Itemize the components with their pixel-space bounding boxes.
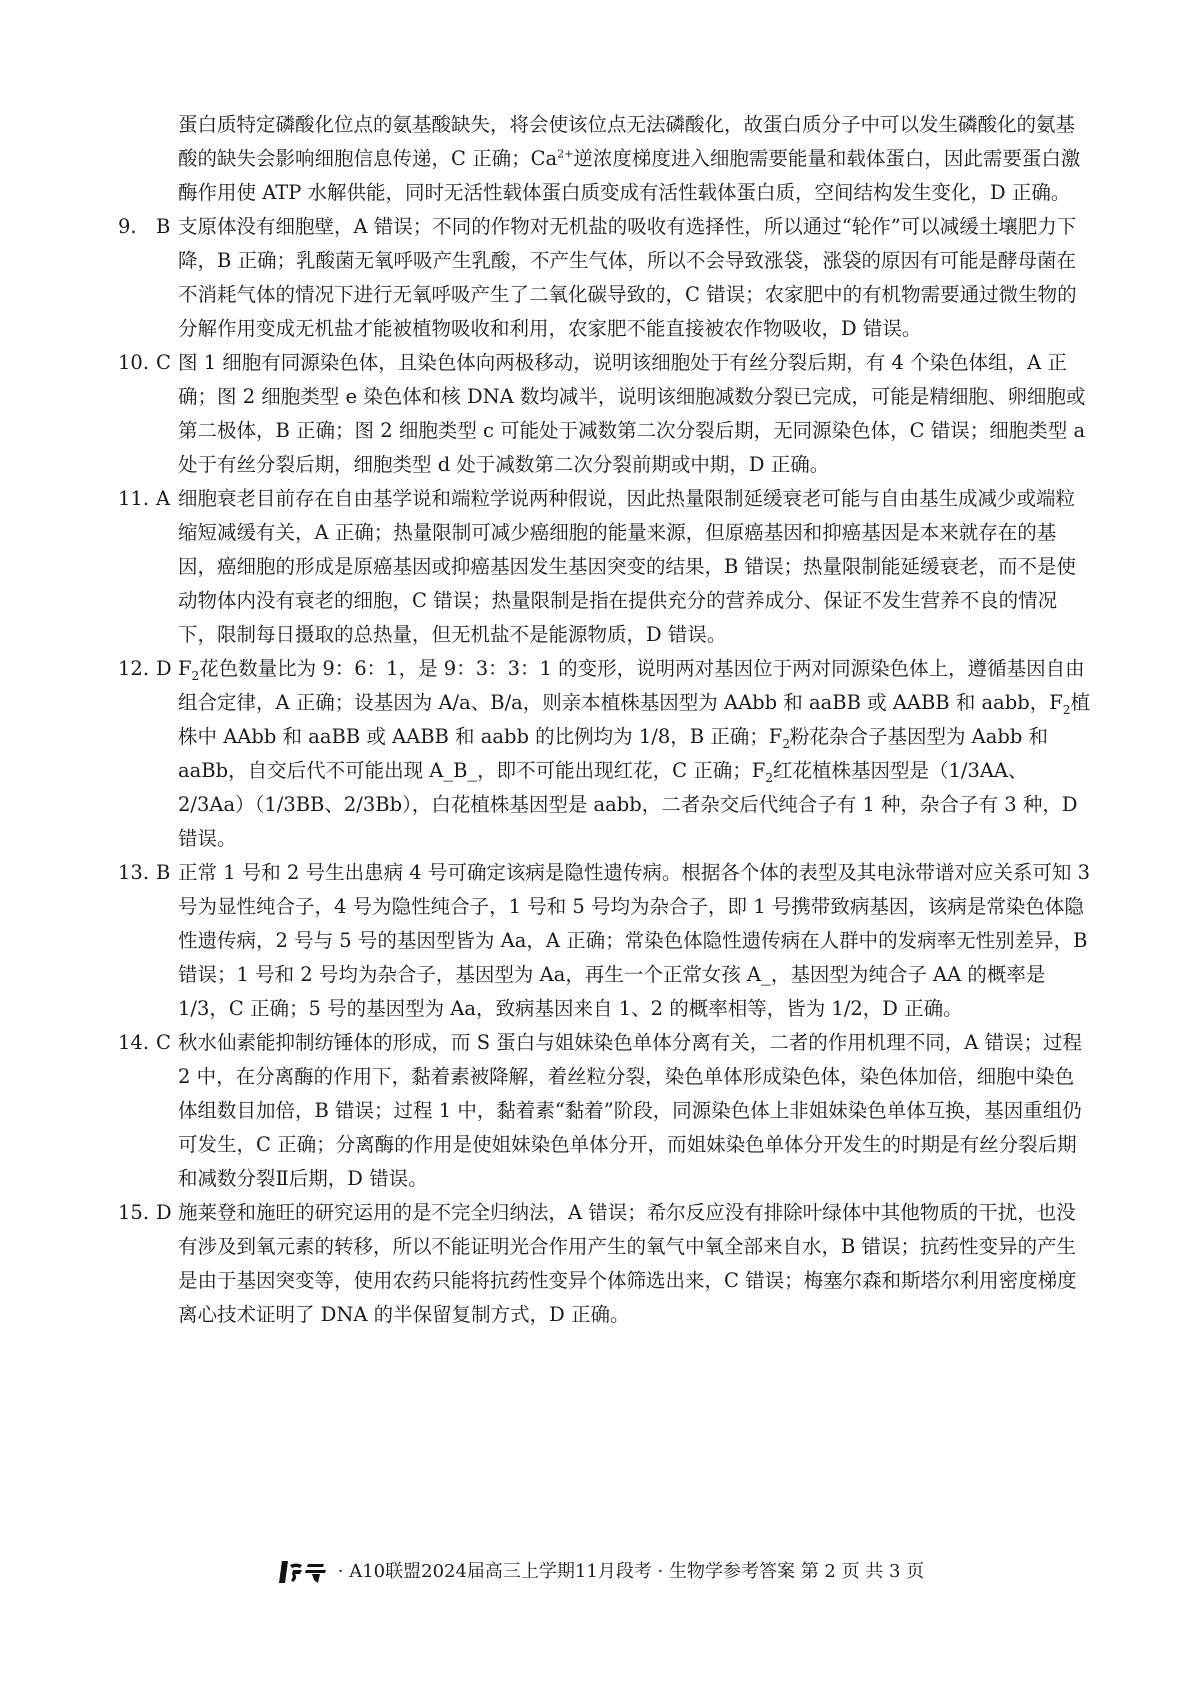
subscript-4: 2 xyxy=(765,770,773,785)
answer-item-10 xyxy=(118,346,1093,482)
item-number: 12. xyxy=(118,657,150,680)
answer-content xyxy=(118,108,1093,1332)
item-answer: A xyxy=(156,487,171,510)
answer-item-11 xyxy=(118,482,1093,652)
intro-text-part1: 蛋白质特定磷酸化位点的氨基酸缺失，将会使该位点无法磷酸化，故蛋白质分子中可以发生磷酸化的氨基酸的缺失会影响细胞信息传递，C 正确；Ca xyxy=(178,113,1076,170)
item-explanation: 细胞衰老目前存在自由基学说和端粒学说两种假说，因此热量限制延缓衰老可能与自由基生成减少或端粒缩短减缓有关，A 正确；热量限制可减少癌细胞的能量来源，但原癌基因和抑癌基因是本来就存在的基因，癌细胞的形成是原癌基因或抑癌基因发生基因突变的结果，B 错误；热量限制能延缓衰老，而不是使动物体内没有衰老的细胞，C 错误；热量限制是指在提供充分的营养成分、保证不发生营养不良的情况下，限制每日摄取的总热量，但无机盐不是能源物质，D 错误。 xyxy=(178,487,1077,646)
explanation-seg-2: 花色数量比为 9：6：1，是 9：3：3：1 的变形，说明两对基因位于两对同源染色体上，遵循基因自由组合定律，A 正确；设基因为 A/a、B/a，则亲本植株基因型为 AAbb 和 aaBB 或 AABB 和 aabb，F xyxy=(178,657,1085,714)
explanation-seg-4: 粉花杂合子基因型为 Aabb 和 aaBb，自交后代不可能出现 A_B_，即不可能出现红花，C 正确；F xyxy=(178,725,1049,782)
intro-text-part2: 逆浓度梯度进入细胞需要能量和载体蛋白，因此需要蛋白激酶作用使 ATP 水解供能，同时无活性载体蛋白质变成有活性载体蛋白质，空间结构发生变化，D 正确。 xyxy=(178,147,1081,204)
footer-text: · A10联盟2024届高三上学期11月段考 · 生物学参考答案 第 2 页 共 3 页 xyxy=(337,1561,925,1582)
item-answer: C xyxy=(156,351,171,374)
item-explanation xyxy=(178,657,1090,850)
item-answer: D xyxy=(156,657,172,680)
item-number: 11. xyxy=(118,487,150,510)
explanation-seg-3: 植株中 AAbb 和 aaBB 或 AABB 和 aabb 的比例均为 1/8，B 正确；F xyxy=(178,691,1090,748)
item-explanation: 秋水仙素能抑制纺锤体的形成，而 S 蛋白与姐妹染色单体分离有关，二者的作用机理不同，A 错误；过程 2 中，在分离酶的作用下，黏着素被降解，着丝粒分裂，染色单体形成染色体，染色体加倍，细胞中染色体组数目加倍，B 错误；过程 1 中，黏着素“黏着”阶段，同源染色体上非姐妹染色单体互换，基因重组仍可发生，C 正确；分离酶的作用是使姐妹染色单体分开，而姐妹染色单体分开发生的时期是有丝分裂后期和减数分裂Ⅱ后期，D 错误。 xyxy=(178,1031,1083,1190)
subscript-2: 2 xyxy=(1062,702,1071,717)
item-answer: B xyxy=(156,861,171,884)
explanation-seg-5: 红花植株基因型是（1/3AA、2/3Aa）（1/3BB、2/3Bb），白花植株基因型是 aabb，二者杂交后代纯合子有 1 种，杂合子有 3 种，D 错误。 xyxy=(178,759,1078,850)
subscript-1: 2 xyxy=(191,668,200,683)
item-8-continuation xyxy=(118,108,1093,210)
item-explanation: 正常 1 号和 2 号生出患病 4 号可确定该病是隐性遗传病。根据各个体的表型及其电泳带谱对应关系可知 3 号为显性纯合子，4 号为隐性纯合子，1 号和 5 号均为杂合子，即 1 号携带致病基因，该病是常染色体隐性遗传病，2 号与 5 号的基因型皆为 Aa，A 正确；常染色体隐性遗传病在人群中的发病率无性别差异，B 错误；1 号和 2 号均为杂合子，基因型为 Aa，再生一个正常女孩 A_，基因型为纯合子 AA 的概率是 1/3，C 正确；5 号的基因型为 Aa，致病基因来自 1、2 的概率相等，皆为 1/2，D 正确。 xyxy=(178,861,1091,1020)
item-number: 14. xyxy=(118,1031,150,1054)
brand-logo-icon xyxy=(276,1559,334,1585)
item-explanation: 图 1 细胞有同源染色体，且染色体向两极移动，说明该细胞处于有丝分裂后期，有 4 个染色体组，A 正确；图 2 细胞类型 e 染色体和核 DNA 数均减半，说明该细胞减数分裂已完成，可能是精细胞、卵细胞或第二极体，B 正确；图 2 细胞类型 c 可能处于减数第二次分裂后期，无同源染色体，C 错误；细胞类型 a 处于有丝分裂后期，细胞类型 d 处于减数第二次分裂前期或中期，D 正确。 xyxy=(178,351,1086,476)
item-answer: C xyxy=(156,1031,171,1054)
item-explanation: 施莱登和施旺的研究运用的是不完全归纳法，A 错误；希尔反应没有排除叶绿体中其他物质的干扰，也没有涉及到氧元素的转移，所以不能证明光合作用产生的氧气中氧全部来自水，B 错误；抗药性变异的产生是由于基因突变等，使用农药只能将抗药性变异个体筛选出来，C 错误；梅塞尔森和斯塔尔利用密度梯度离心技术证明了 DNA 的半保留复制方式，D 正确。 xyxy=(178,1201,1077,1326)
calcium-charge: 2+ xyxy=(557,147,574,161)
answer-item-15 xyxy=(118,1196,1093,1332)
item-number: 9. xyxy=(118,215,137,238)
item-answer: D xyxy=(156,1201,172,1224)
item-explanation: 支原体没有细胞壁，A 错误；不同的作物对无机盐的吸收有选择性，所以通过“轮作”可以减缓土壤肥力下降，B 正确；乳酸菌无氧呼吸产生乳酸，不产生气体，所以不会导致涨袋，涨袋的原因有可能是酵母菌在不消耗气体的情况下进行无氧呼吸产生了二氧化碳导致的，C 错误；农家肥中的有机物需要通过微生物的分解作用变成无机盐才能被植物吸收和利用，农家肥不能直接被农作物吸收，D 错误。 xyxy=(178,215,1077,340)
answer-item-9 xyxy=(118,210,1093,346)
item-number: 10. xyxy=(118,351,150,374)
page-footer xyxy=(0,1558,1200,1586)
subscript-3: 2 xyxy=(782,736,790,751)
answer-item-13 xyxy=(118,856,1093,1026)
item-number: 13. xyxy=(118,861,150,884)
answer-item-14 xyxy=(118,1026,1093,1196)
explanation-seg-1: F xyxy=(178,657,192,680)
item-answer: B xyxy=(156,215,171,238)
item-number: 15. xyxy=(118,1201,150,1224)
answer-item-12 xyxy=(118,652,1093,856)
